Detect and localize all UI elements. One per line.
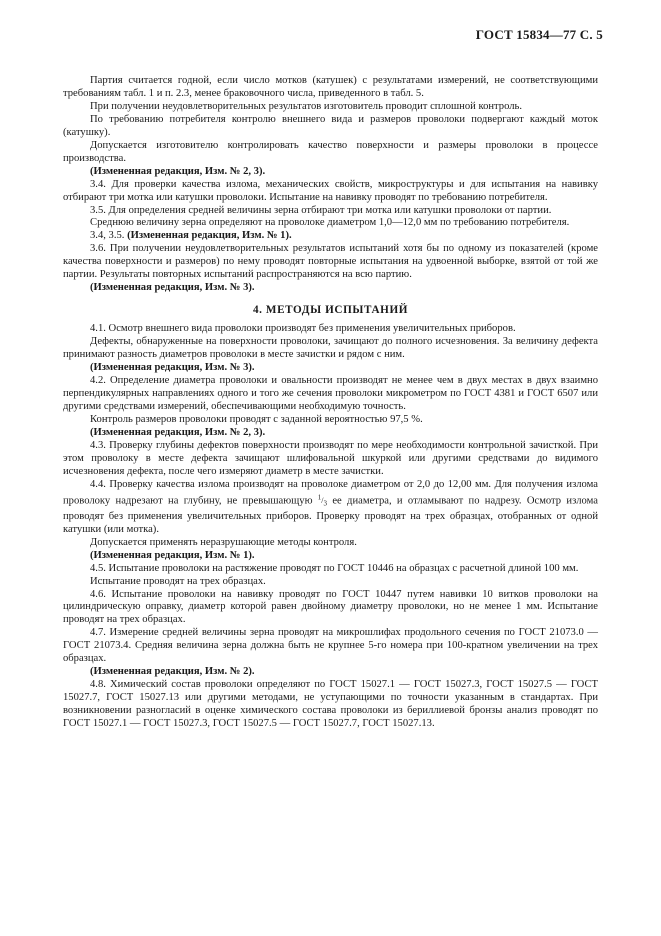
- paragraph: Допускается изготовителю контролировать качество поверхности и размеры проволоки в процессе производства.: [63, 139, 598, 164]
- revision-note: (Измененная редакция, Изм. № 2).: [90, 666, 255, 678]
- paragraph: 3.5. Для определения средней величины зерна отбирают три мотка или катушки проволоки от партии.: [90, 204, 552, 216]
- paragraph-prefix: 3.4, 3.5.: [90, 230, 128, 242]
- paragraph: [63, 230, 598, 243]
- paragraph: 4.6. Испытание проволоки на навивку проводят по ГОСТ 10447 путем навивки 10 витков проволоки на цилиндрическую оправку, диаметр которой равен двойному диаметру проволоки, но не менее 1 мм. Испытание проводят на трех образцах.: [63, 588, 598, 626]
- paragraph-text: 4.4. Проверку качества излома производят на проволоке диаметром от 2,0 до 12,00 мм. Для получения излома проволоку надрезают на глубину, не превышающую: [63, 478, 598, 507]
- paragraph: При получении неудовлетворительных результатов изготовитель проводит сплошной контроль.: [90, 100, 523, 112]
- paragraph: 3.6. При получении неудовлетворительных результатов испытаний хотя бы по одному из показателей (кроме качества поверхности и размеров) по нему проводят повторные испытания на удвоенной выборке, взятой от той же партии. Результаты повторных испытаний распространяются на всю партию.: [63, 243, 598, 281]
- revision-note: (Измененная редакция, Изм. № 1).: [127, 230, 292, 242]
- paragraph: Допускается применять неразрушающие методы контроля.: [90, 536, 357, 548]
- revision-note: (Измененная редакция, Изм. № 3).: [90, 282, 255, 294]
- page-header: ГОСТ 15834—77 С. 5: [475, 27, 603, 42]
- fraction-denominator: 3: [323, 499, 328, 508]
- paragraph: Контроль размеров проволоки проводят с заданной вероятностью 97,5 %.: [90, 413, 423, 425]
- paragraph: Испытание проводят на трех образцах.: [90, 575, 266, 587]
- fraction: $^1/_3$: [317, 493, 328, 508]
- paragraph-text: ее диаметра, и отламывают по надрезу. Осмотр излома проводят без применения увеличительных приборов. Проверку проводят на трех образцах, отобранных от одной катушки (или мотка).: [63, 495, 598, 535]
- paragraph: 4.1. Осмотр внешнего вида проволоки производят без применения увеличительных приборов.: [90, 323, 516, 335]
- paragraph: По требованию потребителя контролю внешнего вида и размеров проволоки подвергают каждый моток (катушку).: [63, 113, 598, 138]
- paragraph: Среднюю величину зерна определяют на проволоке диаметром 1,0—12,0 мм по требованию потребителя.: [90, 217, 570, 229]
- paragraph: 3.4. Для проверки качества излома, механических свойств, микроструктуры и для испытания на навивку отбирают три мотка или катушки проволоки. Испытание на навивку проводят по требованию потребителя.: [63, 178, 598, 203]
- fraction-numerator: 1: [317, 493, 322, 502]
- revision-note: (Измененная редакция, Изм. № 1).: [90, 549, 255, 561]
- section-heading: 4. МЕТОДЫ ИСПЫТАНИЙ: [252, 304, 409, 317]
- paragraph: 4.5. Испытание проволоки на растяжение проводят по ГОСТ 10446 на образцах с расчетной длиной 100 мм.: [90, 562, 579, 574]
- revision-note: (Измененная редакция, Изм. № 3).: [90, 362, 255, 374]
- paragraph: 4.7. Измерение средней величины зерна проводят на микрошлифах продольного сечения по ГОСТ 21073.0 — ГОСТ 21073.4. Средняя величина зерна должна быть не крупнее 5-го номера при 100-кратном увеличении на трех образцах.: [63, 627, 598, 665]
- paragraph: Дефекты, обнаруженные на поверхности проволоки, зачищают до полного исчезновения. За величину дефекта принимают разность диаметров проволоки в месте зачистки и рядом с ним.: [63, 336, 598, 361]
- paragraph: 4.3. Проверку глубины дефектов поверхности производят по мере необходимости контрольной зачисткой. При этом проволоку в месте дефекта зачищают шлифовальной шкуркой или другими средствами до видимого исчезновения дефекта, после чего измеряют диаметр в месте зачистки.: [63, 439, 598, 477]
- document-body: [63, 75, 598, 731]
- paragraph: 4.2. Определение диаметра проволоки и овальности производят не менее чем в двух местах в двух взаимно перпендикулярных направлениях одного и того же сечения проволоки микрометром по ГОСТ 4381 и ГОСТ 6507 или другими средствами измерений, обеспечивающими необходимую точность.: [63, 375, 598, 412]
- paragraph: Партия считается годной, если число мотков (катушек) с результатами измерений, не соответствующими требованиям табл. 1 и п. 2.3, менее браковочного числа, приведенного в табл. 5.: [63, 75, 598, 99]
- paragraph: 4.8. Химический состав проволоки определяют по ГОСТ 15027.1 — ГОСТ 15027.3, ГОСТ 15027.5 — ГОСТ 15027.7, ГОСТ 15027.13 или другими методами, не уступающими по точности указанным в стандартах. При возникновении разногласий в оценке химического состава проволоки из бериллиевой бронзы анализ проводят по ГОСТ 15027.1 — ГОСТ 15027.3, ГОСТ 15027.5 — ГОСТ 15027.7, ГОСТ 15027.13.: [63, 679, 598, 730]
- revision-note: (Измененная редакция, Изм. № 2, 3).: [90, 426, 266, 438]
- revision-note: (Измененная редакция, Изм. № 2, 3).: [90, 165, 266, 177]
- paragraph: [63, 479, 598, 537]
